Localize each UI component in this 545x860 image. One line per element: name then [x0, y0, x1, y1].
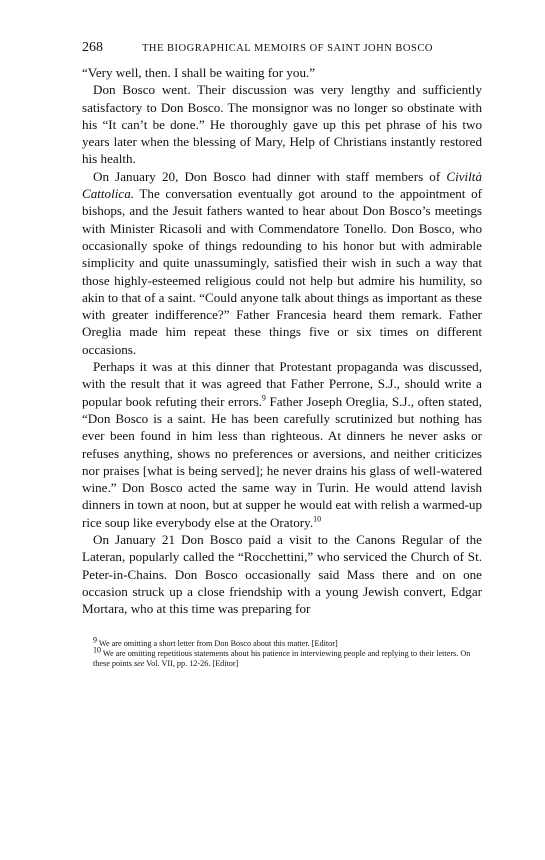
page-number: 268: [82, 40, 103, 55]
paragraph-text: The conversation eventually got around to the appointment of bishops, and the Jesuit fathers wanted to hear about Don Bosco’s meetings with Minister Ricasoli and with Commendatore Tonello. Don Bosco, who occasionally spoke of things redounding to his honor but with admirable simplicity and quite unassumingly, satisfied their wish in such a way that those highly-esteemed religious could not help but admire his humility, so akin to that of a saint. “Could anyone talk about things as important as these with greater indifference?” Father Francesia heard them remark. Father Oreglia made him repeat these things five or six times on different occasions.: [82, 186, 482, 357]
footnote-text: We are omitting repetitious statements about his patience in interviewing people and replying to their letters. On these points: [93, 648, 471, 669]
footnote-marker: 9: [93, 634, 97, 644]
footnote-marker: 10: [93, 645, 101, 655]
paragraph-text: Perhaps it was at this dinner that Protestant propaganda was discussed, with the result that it was agreed that Father Perrone, S.J., should write a popular book refuting their errors.: [82, 359, 482, 409]
paragraph: [82, 358, 482, 531]
book-page: [82, 40, 482, 670]
paragraph: Don Bosco went. Their discussion was very lengthy and sufficiently satisfactory to Don Bosco. The monsignor was no longer so obstinate with his “It can’t be done.” He thoroughly gave up this pet phrase of his two years later when the blessing of Mary, Help of Christians instantly restored his health.: [82, 82, 482, 167]
paragraph: On January 21 Don Bosco paid a visit to the Canons Regular of the Lateran, popularly called the “Rocchettini,” who serviced the Church of St. Peter-in-Chains. Don Bosco occasionally said Mass there and on one occasion struck up a close friendship with a young Jewish convert, Edgar Mortara, who at this time was preparing for: [82, 532, 482, 617]
paragraph-text: Father Joseph Oreglia, S.J., often stated, “Don Bosco is a saint. He has been carefully scrutinized but nothing has ever been found in him less than righteous. At dinners he never asks or refuses anything, shows no preferences or aversions, and neither criticizes nor praises [what is being served]; he never drains his glass of well-watered wine.” Don Bosco acted the same way in Turin. He would attend lavish dinners in town at noon, but at supper he would eat with relish a warmed-up rice soup like everybody else at the Oratory.: [82, 393, 482, 530]
footnote: [93, 645, 482, 670]
footnote-text: Vol. VII, pp. 12-26. [Editor]: [144, 659, 239, 669]
footnote-ref: 9: [261, 393, 266, 403]
publication-title: Civiltà Cattolica.: [82, 168, 482, 202]
page-header: [82, 40, 482, 60]
footnote-text: We are omitting a short letter from Don Bosco about this matter. [Editor]: [97, 638, 338, 648]
paragraph-text: On January 20, Don Bosco had dinner with staff members of: [93, 168, 447, 184]
running-head: THE BIOGRAPHICAL MEMOIRS OF SAINT JOHN BOSCO: [142, 43, 433, 54]
footnotes: [82, 634, 482, 670]
footnote-ref: 10: [313, 514, 322, 524]
footnote-italic: see: [133, 659, 145, 669]
body-text: [82, 64, 482, 618]
footnote: [93, 634, 482, 649]
paragraph: “Very well, then. I shall be waiting for you.”: [82, 65, 316, 80]
paragraph: [82, 168, 482, 358]
